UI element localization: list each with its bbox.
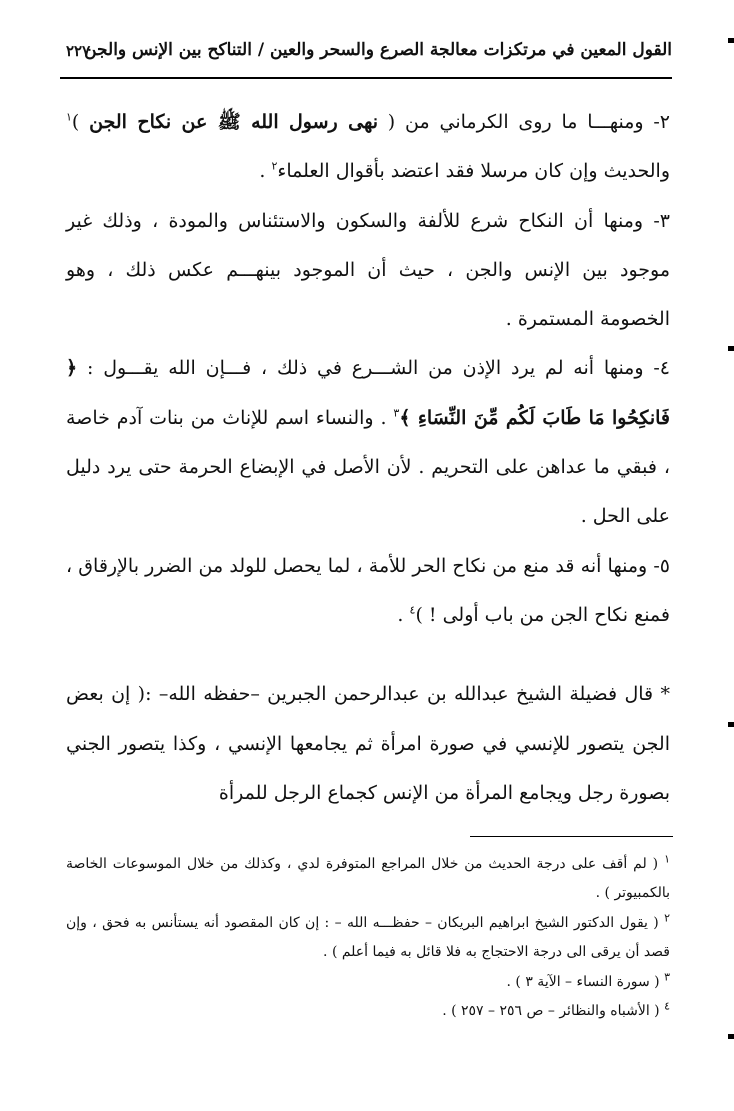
hadith-quote: نهى رسول الله ﷺ عن نكاح الجن xyxy=(89,111,378,133)
footnote-ref-1: ١ xyxy=(66,110,72,124)
scan-mark xyxy=(728,38,734,43)
footnote-3 xyxy=(66,968,670,997)
footnote-1 xyxy=(66,850,670,909)
paragraph-4-intro: ٤- ومنها أنه لم يرد الإذن من الشـــرع في ذلك ، فـــإن الله يقـــول : xyxy=(77,357,670,380)
quran-verse: ﴿ فَانكِحُوا مَا طَابَ لَكُم مِّنَ النِّسَاءِ ﴾ xyxy=(66,357,671,429)
paragraph-2-end: . xyxy=(259,160,272,183)
running-header-title: القول المعين في مرتكزات معالجة الصرع والسحر والعين / التناكح بين الإنس والجن xyxy=(84,40,672,60)
scan-mark xyxy=(728,1034,734,1039)
footnote-ref-3: ٣ xyxy=(393,406,400,420)
paragraph-4 xyxy=(66,344,670,541)
scan-mark xyxy=(728,346,734,351)
paragraph-5-end: . xyxy=(397,603,410,626)
footnote-number: ١ xyxy=(664,852,670,866)
footnote-text: ( سورة النساء – الآية ٣ ) . xyxy=(506,973,665,990)
footnote-4 xyxy=(66,997,670,1026)
paragraph-2-intro: ٢- ومنهـــا ما روى الكرماني من ( xyxy=(378,111,671,133)
running-header xyxy=(60,36,672,76)
header-rule xyxy=(60,77,672,79)
footnote-text: ( يقول الدكتور الشيخ ابراهيم البريكان – حفظـــه الله – : إن كان المقصود أنه يستأنس به فحق ، وإن قصد أن يرقى الى درجة الاحتجاج به فلا قائل به فيما أعلم ) . xyxy=(66,914,670,961)
footnote-2 xyxy=(66,909,670,968)
footnote-number: ٤ xyxy=(664,999,670,1013)
footnote-ref-4: ٤ xyxy=(409,603,416,617)
paragraph-3: ٣- ومنها أن النكاح شرع للألفة والسكون والاستئناس والمودة ، وذلك غير موجود بين الإنس والجن ، حيث أن الموجود بينهـــم عكس ذلك ، وهو الخصومة المستمرة . xyxy=(66,209,670,331)
footnote-number: ٢ xyxy=(664,911,670,925)
footnotes xyxy=(66,850,670,1026)
footnote-text: ( لم أقف على درجة الحديث من خلال المراجع المتوفرة لدي ، وكذلك من خلال الموسوعات الخاصة بالكمبيوتر ) . xyxy=(66,856,670,902)
sheikh-quote-paragraph: * قال فضيلة الشيخ عبدالله بن عبدالرحمن الجبرين –حفظه الله– :( إن بعض الجن يتصور للإنسي في صورة امرأة ثم يجامعها الإنسي ، وكذا يتصور الجني بصورة رجل ويجامع المرأة من الإنس كجماع الرجل للمرأة xyxy=(66,683,670,804)
paragraph-4-body: . والنساء اسم للإناث من بنات آدم خاصة ، فبقي ما عداهن على التحريم . لأن الأصل في الإبضاع الحرمة حتى يرد دليل على الحل . xyxy=(66,406,670,528)
scan-mark xyxy=(728,722,734,727)
footnote-text: ( الأشباه والنظائر – ص ٢٥٦ – ٢٥٧ ) . xyxy=(442,1003,665,1020)
footnote-ref-2: ٢ xyxy=(271,159,278,173)
paragraph-5-body: ٥- ومنها أنه قد منع من نكاح الحر للأمة ، لما يحصل للولد من الضرر بالإرقاق ، فمنع نكاح الجن من باب أولى ! ) xyxy=(66,554,670,626)
footnote-number: ٣ xyxy=(664,969,670,983)
page-number: ٢٢٧ xyxy=(66,42,91,60)
paragraph-5 xyxy=(66,542,670,641)
paragraph-2-close: ) xyxy=(71,111,90,133)
footnote-separator xyxy=(470,836,673,837)
paragraph-2-body: والحديث وإن كان مرسلا فقد اعتضد بأقوال العلماء xyxy=(277,160,670,183)
main-text xyxy=(66,98,670,818)
paragraph-2 xyxy=(66,98,670,197)
